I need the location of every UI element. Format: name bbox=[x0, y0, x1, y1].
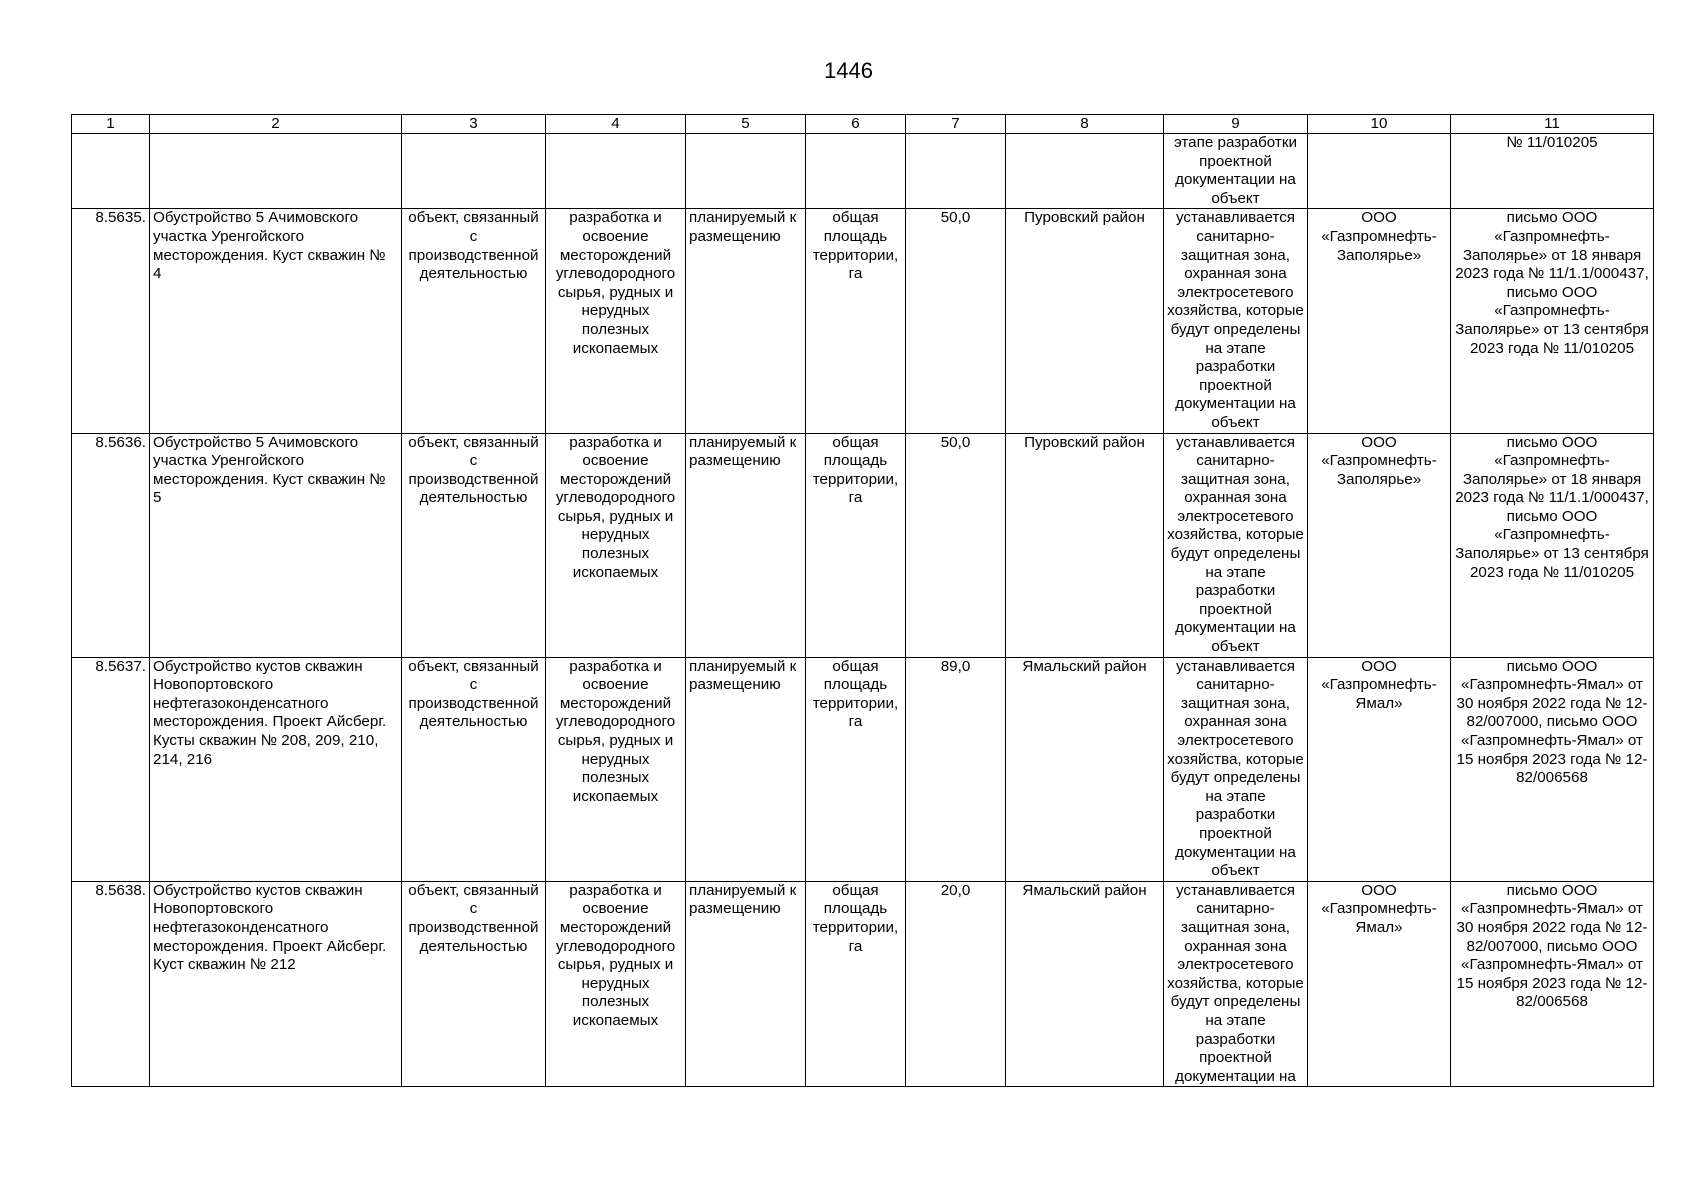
cell-basis: письмо ООО «Газпромнефть-Ямал» от 30 ноября 2022 года № 12-82/007000, письмо ООО «Газпромнефть-Ямал» от 15 ноября 2023 года № 12-82/006568 bbox=[1451, 657, 1654, 881]
column-header: 6 bbox=[806, 115, 906, 134]
cell-type: объект, связанный с производственной деятельностью bbox=[402, 881, 546, 1087]
cell-location: Ямальский район bbox=[1006, 657, 1164, 881]
cell-basis: письмо ООО «Газпромнефть-Заполярье» от 18 января 2023 года № 11/1.1/000437, письмо ООО «Газпромнефть-Заполярье» от 13 сентября 2023 года № 11/010205 bbox=[1451, 209, 1654, 433]
cell-organization: ООО «Газпромнефть-Заполярье» bbox=[1308, 433, 1451, 657]
cell-location: Ямальский район bbox=[1006, 881, 1164, 1087]
cell-number bbox=[72, 134, 150, 209]
cell-number: 8.5637. bbox=[72, 657, 150, 881]
cell-type: объект, связанный с производственной деятельностью bbox=[402, 657, 546, 881]
table-row bbox=[72, 657, 1654, 881]
cell-value bbox=[906, 134, 1006, 209]
objects-table bbox=[71, 114, 1654, 1087]
cell-zone: устанавливается санитарно-защитная зона, охранная зона электросетевого хозяйства, которые будут определены на этапе разработки проектной документации на объект bbox=[1164, 209, 1308, 433]
column-header: 1 bbox=[72, 115, 150, 134]
column-header: 5 bbox=[686, 115, 806, 134]
cell-status: планируемый к размещению bbox=[686, 209, 806, 433]
cell-number: 8.5635. bbox=[72, 209, 150, 433]
cell-parameter: общая площадь территории, га bbox=[806, 433, 906, 657]
cell-status bbox=[686, 134, 806, 209]
cell-status: планируемый к размещению bbox=[686, 433, 806, 657]
cell-value: 50,0 bbox=[906, 209, 1006, 433]
cell-type: объект, связанный с производственной деятельностью bbox=[402, 433, 546, 657]
column-header: 2 bbox=[150, 115, 402, 134]
column-header: 7 bbox=[906, 115, 1006, 134]
cell-name bbox=[150, 134, 402, 209]
cell-zone: устанавливается санитарно-защитная зона, охранная зона электросетевого хозяйства, которые будут определены на этапе разработки проектной документации на объект bbox=[1164, 657, 1308, 881]
cell-type bbox=[402, 134, 546, 209]
cell-basis: письмо ООО «Газпромнефть-Ямал» от 30 ноября 2022 года № 12-82/007000, письмо ООО «Газпромнефть-Ямал» от 15 ноября 2023 года № 12-82/006568 bbox=[1451, 881, 1654, 1087]
cell-number: 8.5638. bbox=[72, 881, 150, 1087]
cell-parameter: общая площадь территории, га bbox=[806, 881, 906, 1087]
cell-type: объект, связанный с производственной деятельностью bbox=[402, 209, 546, 433]
cell-purpose: разработка и освоение месторождений углеводородного сырья, рудных и нерудных полезных ископаемых bbox=[546, 881, 686, 1087]
cell-value: 89,0 bbox=[906, 657, 1006, 881]
cell-organization: ООО «Газпромнефть-Заполярье» bbox=[1308, 209, 1451, 433]
cell-name: Обустройство 5 Ачимовского участка Уренгойского месторождения. Куст скважин № 4 bbox=[150, 209, 402, 433]
page-number: 1446 bbox=[824, 58, 873, 83]
column-header: 8 bbox=[1006, 115, 1164, 134]
cell-location bbox=[1006, 134, 1164, 209]
column-header: 11 bbox=[1451, 115, 1654, 134]
cell-status: планируемый к размещению bbox=[686, 657, 806, 881]
cell-organization: ООО «Газпромнефть-Ямал» bbox=[1308, 881, 1451, 1087]
column-header: 9 bbox=[1164, 115, 1308, 134]
cell-name: Обустройство кустов скважин Новопортовского нефтегазоконденсатного месторождения. Проект Айсберг. Куст скважин № 212 bbox=[150, 881, 402, 1087]
cell-purpose: разработка и освоение месторождений углеводородного сырья, рудных и нерудных полезных ископаемых bbox=[546, 433, 686, 657]
cell-organization: ООО «Газпромнефть-Ямал» bbox=[1308, 657, 1451, 881]
cell-purpose bbox=[546, 134, 686, 209]
cell-location: Пуровский район bbox=[1006, 433, 1164, 657]
cell-status: планируемый к размещению bbox=[686, 881, 806, 1087]
column-header: 3 bbox=[402, 115, 546, 134]
cell-parameter bbox=[806, 134, 906, 209]
column-header: 4 bbox=[546, 115, 686, 134]
cell-organization bbox=[1308, 134, 1451, 209]
cell-purpose: разработка и освоение месторождений углеводородного сырья, рудных и нерудных полезных ископаемых bbox=[546, 209, 686, 433]
cell-purpose: разработка и освоение месторождений углеводородного сырья, рудных и нерудных полезных ископаемых bbox=[546, 657, 686, 881]
table-row bbox=[72, 881, 1654, 1087]
cell-value: 20,0 bbox=[906, 881, 1006, 1087]
cell-zone: этапе разработки проектной документации на объект bbox=[1164, 134, 1308, 209]
cell-zone: устанавливается санитарно-защитная зона, охранная зона электросетевого хозяйства, которые будут определены на этапе разработки проектной документации на bbox=[1164, 881, 1308, 1087]
header-row bbox=[72, 115, 1654, 134]
cell-parameter: общая площадь территории, га bbox=[806, 657, 906, 881]
cell-basis: письмо ООО «Газпромнефть-Заполярье» от 18 января 2023 года № 11/1.1/000437, письмо ООО «Газпромнефть-Заполярье» от 13 сентября 2023 года № 11/010205 bbox=[1451, 433, 1654, 657]
cell-zone: устанавливается санитарно-защитная зона, охранная зона электросетевого хозяйства, которые будут определены на этапе разработки проектной документации на объект bbox=[1164, 433, 1308, 657]
table-row bbox=[72, 209, 1654, 433]
table-row bbox=[72, 134, 1654, 209]
cell-name: Обустройство кустов скважин Новопортовского нефтегазоконденсатного месторождения. Проект Айсберг. Кусты скважин № 208, 209, 210, 214, 216 bbox=[150, 657, 402, 881]
cell-name: Обустройство 5 Ачимовского участка Уренгойского месторождения. Куст скважин № 5 bbox=[150, 433, 402, 657]
table-row bbox=[72, 433, 1654, 657]
cell-number: 8.5636. bbox=[72, 433, 150, 657]
cell-basis: № 11/010205 bbox=[1451, 134, 1654, 209]
cell-value: 50,0 bbox=[906, 433, 1006, 657]
column-header: 10 bbox=[1308, 115, 1451, 134]
cell-location: Пуровский район bbox=[1006, 209, 1164, 433]
cell-parameter: общая площадь территории, га bbox=[806, 209, 906, 433]
